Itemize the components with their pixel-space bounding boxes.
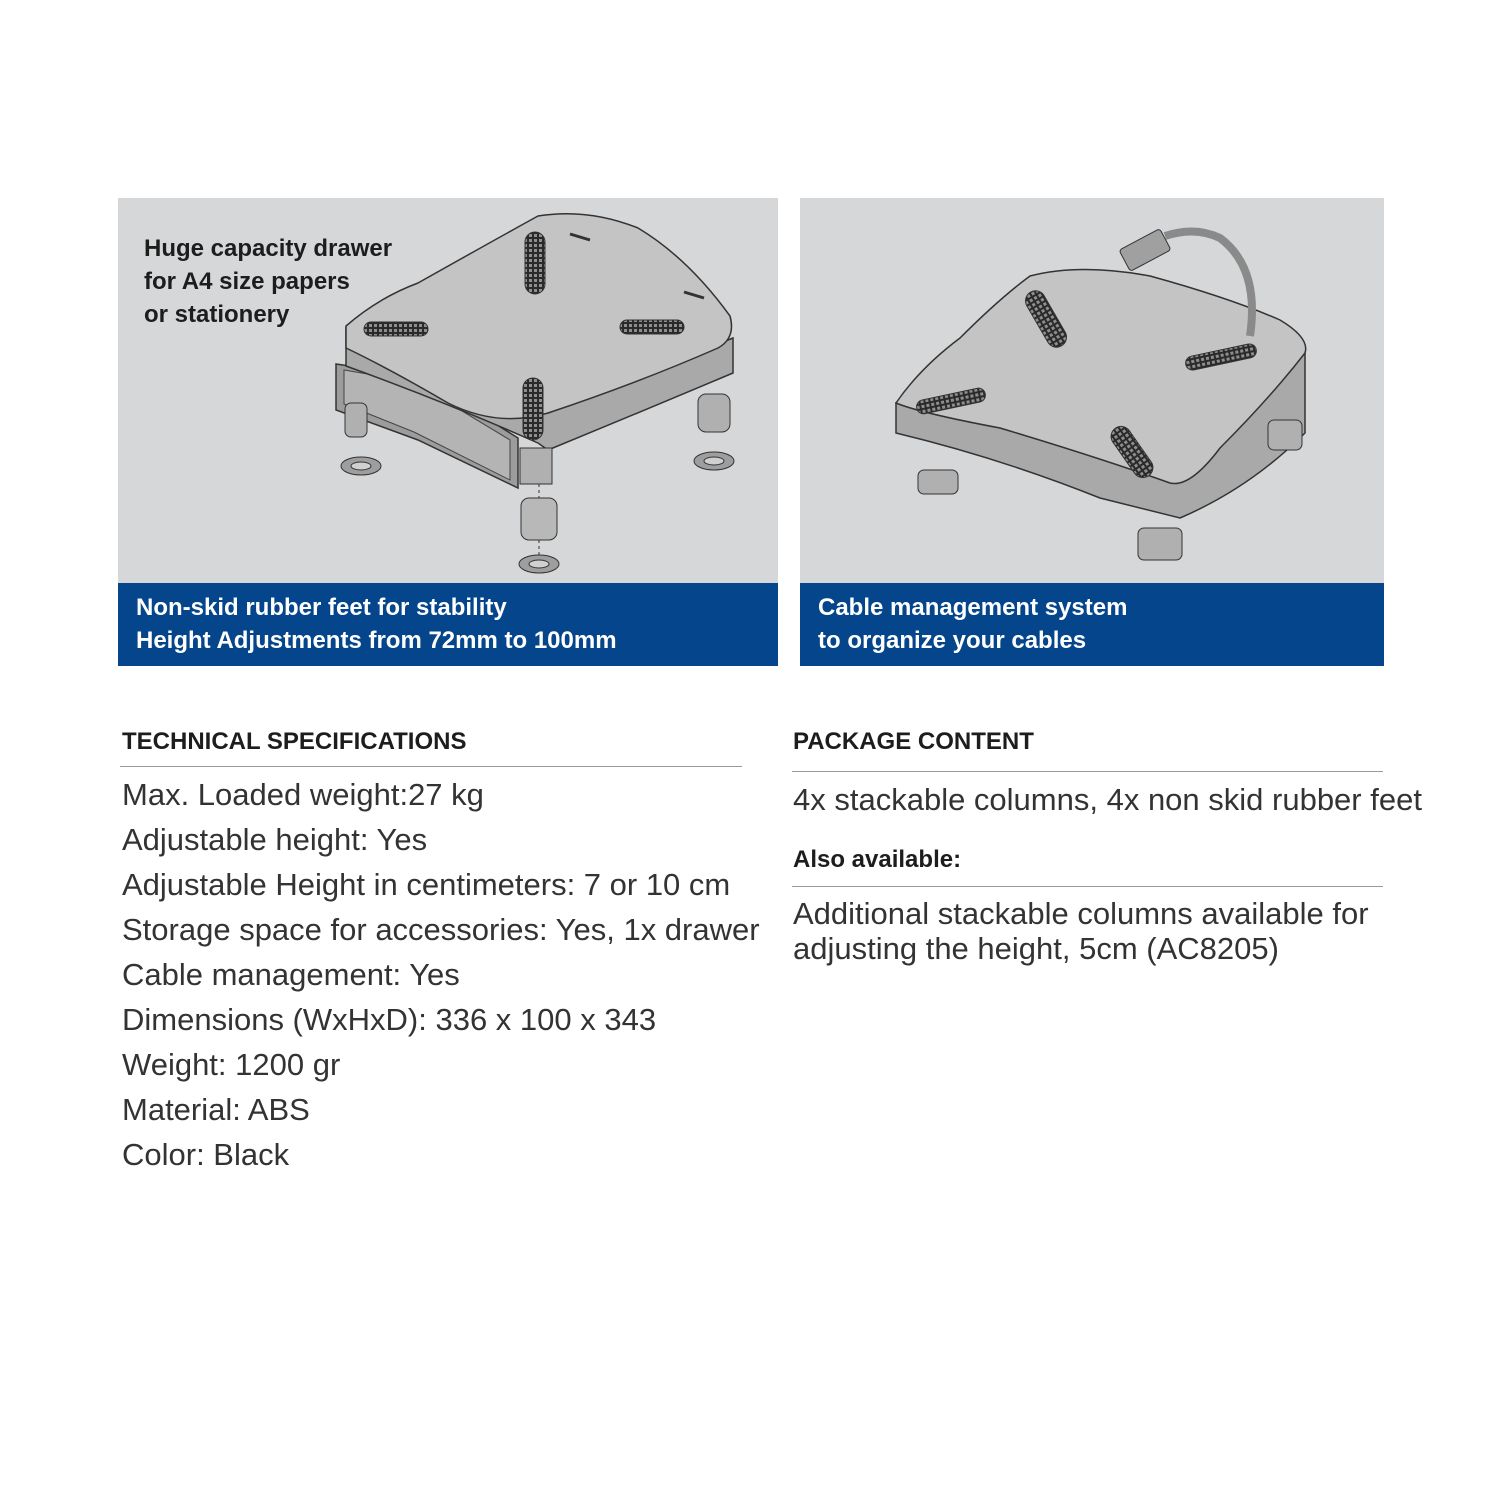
package-content-divider	[792, 771, 1383, 772]
spec-item: Weight: 1200 gr	[122, 1047, 341, 1082]
callout-line: for A4 size papers	[144, 268, 350, 295]
spec-item: Material: ABS	[122, 1092, 310, 1127]
package-content-text: 4x stackable columns, 4x non skid rubber feet	[793, 782, 1422, 817]
callout-line: Huge capacity drawer	[144, 235, 393, 262]
spec-item: Dimensions (WxHxD): 336 x 100 x 343	[122, 1002, 657, 1037]
also-available-text	[793, 896, 1369, 966]
drawer-feature-panel	[118, 198, 778, 666]
monitor-stand-cable-illustration	[800, 198, 1384, 583]
package-content-heading: PACKAGE CONTENT	[793, 728, 1034, 755]
cable-caption-bar	[800, 583, 1384, 666]
tech-specs-divider	[120, 766, 742, 767]
also-available-heading: Also available:	[793, 846, 962, 873]
spec-item: Color: Black	[122, 1137, 290, 1172]
also-available-line: adjusting the height, 5cm (AC8205)	[793, 931, 1279, 966]
caption-line: to organize your cables	[818, 627, 1087, 654]
tech-specs-heading: TECHNICAL SPECIFICATIONS	[122, 728, 467, 755]
feet-caption-bar	[118, 583, 778, 666]
spec-item: Adjustable Height in centimeters: 7 or 10 cm	[122, 867, 731, 902]
drawer-callout	[144, 232, 392, 331]
caption-line: Cable management system	[818, 594, 1128, 621]
spec-item: Storage space for accessories: Yes, 1x drawer	[122, 912, 760, 947]
caption-line: Height Adjustments from 72mm to 100mm	[136, 627, 617, 654]
caption-line: Non-skid rubber feet for stability	[136, 594, 507, 621]
spec-item: Cable management: Yes	[122, 957, 460, 992]
also-available-line: Additional stackable columns available for	[793, 896, 1369, 931]
spec-item: Adjustable height: Yes	[122, 822, 428, 857]
also-available-divider	[792, 886, 1383, 887]
cable-feature-panel	[800, 198, 1384, 666]
tech-specs-list	[122, 772, 760, 1177]
spec-item: Max. Loaded weight:27 kg	[122, 777, 484, 812]
callout-line: or stationery	[144, 301, 290, 328]
